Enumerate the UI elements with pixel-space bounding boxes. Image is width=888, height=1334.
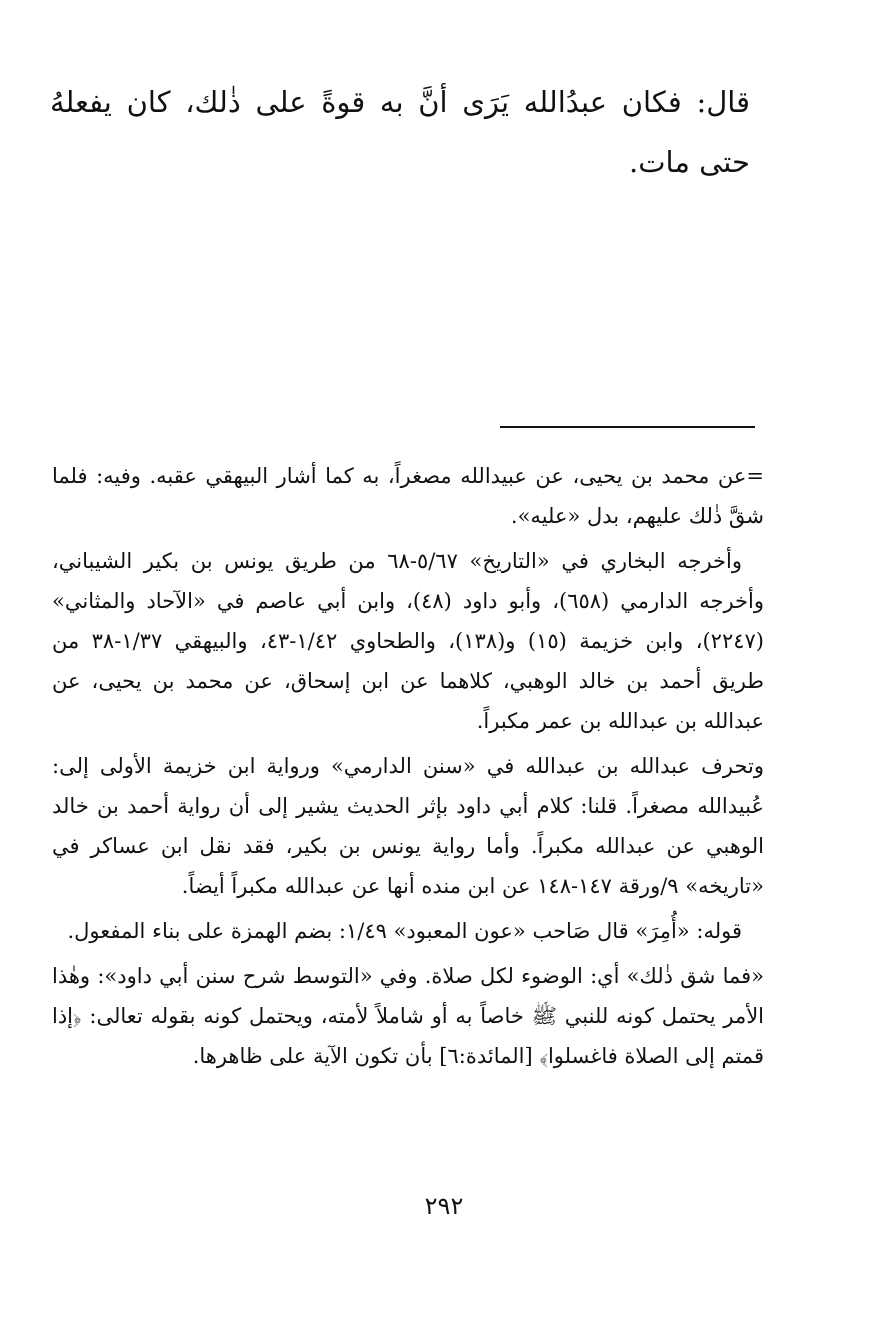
footnote-paragraph: =عن محمد بن يحيى، عن عبيدالله مصغراً، به كما أشار البيهقي عقبه. وفيه: فلما شقَّ ذٰلك عليهم، بدل «عليه». xyxy=(52,464,764,528)
footnote-separator xyxy=(500,426,755,428)
main-paragraph: قال: فكان عبدُالله يَرَى أنَّ به قوةً على ذٰلك، كان يفعلهُ حتى مات. xyxy=(50,85,750,179)
main-text-block xyxy=(50,72,750,192)
footnote-paragraph: وأخرجه البخاري في «التاريخ» ٥/٦٧-٦٨ من طريق يونس بن بكير الشيباني، وأخرجه الدارمي (٦٥٨)، وأبو داود (٤٨)، وابن أبي عاصم في «الآحاد والمثاني» (٢٢٤٧)، وابن خزيمة (١٥) و(١٣٨)، والطحاوي ١/٤٢-٤٣، والبيهقي ١/٣٧-٣٨ من طريق أحمد بن خالد الوهبي، كلاهما عن ابن إسحاق، عن محمد بن يحيى، عن عبدالله بن عبدالله بن عمر مكبراً. xyxy=(52,549,764,733)
footnote-paragraph: وتحرف عبدالله بن عبدالله في «سنن الدارمي» ورواية ابن خزيمة الأولى إلى: عُبيدالله مصغراً. قلنا: كلام أبي داود بإثر الحديث يشير إلى أن رواية أحمد بن خالد الوهبي عن عبدالله مكبراً. وأما رواية يونس بن بكير، فقد نقل ابن عساكر في «تاريخه» ٩/ورقة ١٤٧-١٤٨ عن ابن منده أنها عن عبدالله مكبراً أيضاً. xyxy=(52,754,764,898)
page-number: ٢٩٢ xyxy=(424,1192,464,1220)
footnote-paragraph: قوله: «أُمِرَ» قال صَاحب «عون المعبود» ١/٤٩: بضم الهمزة على بناء المفعول. xyxy=(67,919,742,943)
footnotes-block xyxy=(52,456,764,1081)
footnote-paragraph: «فما شق ذٰلك» أي: الوضوء لكل صلاة. وفي «التوسط شرح سنن أبي داود»: وهٰذا الأمر يحتمل كونه للنبي ﷺ خاصاً به أو شاملاً لأمته، ويحتمل كونه بقوله تعالى: ﴿إذا قمتم إلى الصلاة فاغسلوا﴾ [المائدة:٦] بأن تكون الآية على ظاهرها. xyxy=(52,964,764,1068)
